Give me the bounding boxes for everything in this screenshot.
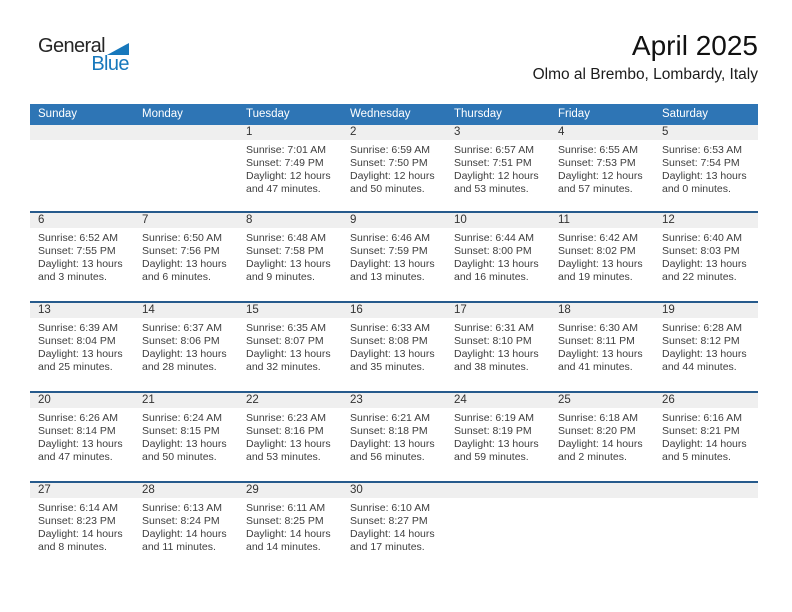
- daylight-hours-text: Daylight: 12 hours: [246, 170, 331, 182]
- day-details: [550, 498, 654, 502]
- day-cell: [446, 125, 550, 211]
- sunset-text: Sunset: 7:53 PM: [558, 157, 636, 169]
- daylight-hours-text: Daylight: 14 hours: [246, 528, 331, 540]
- sunset-text: Sunset: 8:07 PM: [246, 335, 324, 347]
- weekday-header-row: [30, 104, 758, 125]
- day-cell: [446, 303, 550, 391]
- sunrise-text: Sunrise: 6:18 AM: [558, 412, 638, 424]
- daylight-minutes-text: and 3 minutes.: [38, 271, 107, 283]
- day-number-band: [654, 213, 758, 228]
- sunset-text: Sunset: 8:20 PM: [558, 425, 636, 437]
- daylight-minutes-text: and 38 minutes.: [454, 361, 529, 373]
- day-cell: [342, 213, 446, 301]
- daylight-minutes-text: and 2 minutes.: [558, 451, 627, 463]
- daylight-hours-text: Daylight: 13 hours: [454, 438, 539, 450]
- sunset-text: Sunset: 8:19 PM: [454, 425, 532, 437]
- day-cell: [342, 125, 446, 211]
- day-number-band: [446, 213, 550, 228]
- location-subtitle: Olmo al Brembo, Lombardy, Italy: [532, 66, 758, 84]
- weekday-header-monday: Monday: [142, 108, 183, 120]
- weekday-header-sunday: Sunday: [38, 108, 78, 120]
- sunset-text: Sunset: 8:11 PM: [558, 335, 635, 347]
- day-details: [654, 408, 758, 464]
- day-number-band: [342, 393, 446, 408]
- day-cell: [30, 213, 134, 301]
- sunrise-text: Sunrise: 6:31 AM: [454, 322, 534, 334]
- day-number: 8: [246, 214, 253, 226]
- day-number: 5: [662, 126, 669, 138]
- weekday-header-saturday: Saturday: [662, 108, 709, 120]
- daylight-hours-text: Daylight: 14 hours: [350, 528, 435, 540]
- sunrise-text: Sunrise: 6:37 AM: [142, 322, 222, 334]
- day-number-band: [342, 213, 446, 228]
- sunset-text: Sunset: 8:24 PM: [142, 515, 220, 527]
- sunrise-text: Sunrise: 6:50 AM: [142, 232, 222, 244]
- sunrise-text: Sunrise: 6:42 AM: [558, 232, 638, 244]
- day-number-band: [238, 393, 342, 408]
- sunrise-text: Sunrise: 6:23 AM: [246, 412, 326, 424]
- daylight-hours-text: Daylight: 12 hours: [350, 170, 435, 182]
- day-details: [550, 408, 654, 464]
- sunset-text: Sunset: 8:08 PM: [350, 335, 428, 347]
- sunset-text: Sunset: 8:10 PM: [454, 335, 532, 347]
- sunrise-text: Sunrise: 6:33 AM: [350, 322, 430, 334]
- daylight-minutes-text: and 28 minutes.: [142, 361, 217, 373]
- day-number-band: [550, 393, 654, 408]
- day-number-band: [134, 125, 238, 140]
- daylight-minutes-text: and 44 minutes.: [662, 361, 737, 373]
- day-cell: [342, 483, 446, 571]
- day-details: [134, 498, 238, 554]
- daylight-hours-text: Daylight: 13 hours: [38, 348, 123, 360]
- sunset-text: Sunset: 7:59 PM: [350, 245, 428, 257]
- day-details: [30, 318, 134, 374]
- day-number-band: [654, 303, 758, 318]
- day-number: 26: [662, 394, 675, 406]
- daylight-hours-text: Daylight: 13 hours: [142, 258, 227, 270]
- day-cell: [30, 303, 134, 391]
- week-row: [30, 301, 758, 391]
- sunset-text: Sunset: 8:12 PM: [662, 335, 740, 347]
- daylight-minutes-text: and 53 minutes.: [454, 183, 529, 195]
- day-number-band: [550, 483, 654, 498]
- day-details: [654, 140, 758, 196]
- day-details: [134, 408, 238, 464]
- day-details: [446, 228, 550, 284]
- day-cell: [134, 303, 238, 391]
- day-number-band: [30, 213, 134, 228]
- day-cell: [342, 303, 446, 391]
- day-cell: [238, 393, 342, 481]
- day-details: [30, 408, 134, 464]
- day-number-band: [238, 483, 342, 498]
- day-number: 2: [350, 126, 357, 138]
- week-row: [30, 125, 758, 211]
- day-number: 1: [246, 126, 253, 138]
- sunrise-text: Sunrise: 6:21 AM: [350, 412, 430, 424]
- sunrise-text: Sunrise: 6:53 AM: [662, 144, 742, 156]
- day-number: 16: [350, 304, 363, 316]
- day-details: [238, 498, 342, 554]
- daylight-minutes-text: and 32 minutes.: [246, 361, 321, 373]
- generalblue-logo: [38, 36, 129, 75]
- week-row: [30, 391, 758, 481]
- sunrise-text: Sunrise: 6:44 AM: [454, 232, 534, 244]
- daylight-minutes-text: and 8 minutes.: [38, 541, 107, 553]
- day-number: 27: [38, 484, 51, 496]
- day-number-band: [446, 483, 550, 498]
- daylight-hours-text: Daylight: 13 hours: [350, 258, 435, 270]
- day-number-band: [342, 303, 446, 318]
- day-cell: [654, 125, 758, 211]
- daylight-minutes-text: and 6 minutes.: [142, 271, 211, 283]
- daylight-hours-text: Daylight: 13 hours: [38, 258, 123, 270]
- daylight-hours-text: Daylight: 13 hours: [558, 348, 643, 360]
- daylight-minutes-text: and 19 minutes.: [558, 271, 633, 283]
- day-number: 19: [662, 304, 675, 316]
- daylight-minutes-text: and 5 minutes.: [662, 451, 731, 463]
- day-number: 25: [558, 394, 571, 406]
- daylight-minutes-text: and 22 minutes.: [662, 271, 737, 283]
- day-cell: [134, 213, 238, 301]
- sunset-text: Sunset: 8:15 PM: [142, 425, 220, 437]
- daylight-minutes-text: and 50 minutes.: [142, 451, 217, 463]
- sunrise-text: Sunrise: 6:59 AM: [350, 144, 430, 156]
- day-number: 10: [454, 214, 467, 226]
- daylight-hours-text: Daylight: 13 hours: [454, 258, 539, 270]
- day-details: [134, 318, 238, 374]
- daylight-hours-text: Daylight: 12 hours: [454, 170, 539, 182]
- day-number-band: [654, 125, 758, 140]
- daylight-minutes-text: and 41 minutes.: [558, 361, 633, 373]
- day-details: [654, 498, 758, 502]
- sunset-text: Sunset: 8:06 PM: [142, 335, 220, 347]
- day-cell: [30, 483, 134, 571]
- daylight-hours-text: Daylight: 13 hours: [246, 438, 331, 450]
- day-number-band: [30, 303, 134, 318]
- sunset-text: Sunset: 8:03 PM: [662, 245, 740, 257]
- day-number: 14: [142, 304, 155, 316]
- daylight-minutes-text: and 47 minutes.: [38, 451, 113, 463]
- daylight-minutes-text: and 0 minutes.: [662, 183, 731, 195]
- day-number: 17: [454, 304, 467, 316]
- weekday-header-thursday: Thursday: [454, 108, 502, 120]
- daylight-hours-text: Daylight: 13 hours: [662, 170, 747, 182]
- day-number: 11: [558, 214, 570, 226]
- day-number: 21: [142, 394, 155, 406]
- day-number: 28: [142, 484, 155, 496]
- daylight-hours-text: Daylight: 14 hours: [142, 528, 227, 540]
- day-cell: [30, 393, 134, 481]
- sunrise-text: Sunrise: 6:52 AM: [38, 232, 118, 244]
- day-details: [654, 318, 758, 374]
- day-cell: [342, 393, 446, 481]
- day-cell: [134, 393, 238, 481]
- day-details: [654, 228, 758, 284]
- day-cell: [446, 213, 550, 301]
- day-number-band: [134, 483, 238, 498]
- sunset-text: Sunset: 7:58 PM: [246, 245, 324, 257]
- day-cell: [446, 483, 550, 571]
- day-number-band: [238, 213, 342, 228]
- daylight-minutes-text: and 50 minutes.: [350, 183, 425, 195]
- calendar-table: [30, 104, 758, 571]
- day-cell: [446, 393, 550, 481]
- sunset-text: Sunset: 8:23 PM: [38, 515, 116, 527]
- day-details: [342, 228, 446, 284]
- day-cell: [550, 303, 654, 391]
- sunset-text: Sunset: 7:56 PM: [142, 245, 220, 257]
- day-details: [134, 140, 238, 144]
- sunrise-text: Sunrise: 6:26 AM: [38, 412, 118, 424]
- day-cell: [550, 393, 654, 481]
- daylight-hours-text: Daylight: 14 hours: [558, 438, 643, 450]
- day-cell: [30, 125, 134, 211]
- day-number-band: [134, 303, 238, 318]
- day-number-band: [654, 483, 758, 498]
- day-number-band: [550, 125, 654, 140]
- day-number-band: [134, 213, 238, 228]
- sunrise-text: Sunrise: 6:28 AM: [662, 322, 742, 334]
- sunrise-text: Sunrise: 6:10 AM: [350, 502, 430, 514]
- day-number: 18: [558, 304, 571, 316]
- day-number: 7: [142, 214, 149, 226]
- daylight-hours-text: Daylight: 13 hours: [246, 348, 331, 360]
- week-row: [30, 211, 758, 301]
- day-number: 3: [454, 126, 461, 138]
- daylight-minutes-text: and 16 minutes.: [454, 271, 529, 283]
- day-number-band: [446, 303, 550, 318]
- daylight-minutes-text: and 47 minutes.: [246, 183, 321, 195]
- daylight-hours-text: Daylight: 14 hours: [38, 528, 123, 540]
- day-number-band: [550, 213, 654, 228]
- day-number: 20: [38, 394, 51, 406]
- weekday-header-friday: Friday: [558, 108, 590, 120]
- day-details: [550, 228, 654, 284]
- day-details: [446, 318, 550, 374]
- day-details: [446, 498, 550, 502]
- day-number-band: [654, 393, 758, 408]
- day-number: 24: [454, 394, 467, 406]
- daylight-minutes-text: and 56 minutes.: [350, 451, 425, 463]
- daylight-minutes-text: and 53 minutes.: [246, 451, 321, 463]
- day-cell: [654, 213, 758, 301]
- day-number-band: [342, 125, 446, 140]
- day-number: 4: [558, 126, 565, 138]
- day-details: [342, 498, 446, 554]
- daylight-minutes-text: and 13 minutes.: [350, 271, 425, 283]
- day-cell: [238, 483, 342, 571]
- day-details: [238, 408, 342, 464]
- day-number: 23: [350, 394, 363, 406]
- day-number-band: [30, 483, 134, 498]
- sunrise-text: Sunrise: 6:11 AM: [246, 502, 326, 514]
- daylight-hours-text: Daylight: 13 hours: [558, 258, 643, 270]
- day-details: [238, 318, 342, 374]
- day-details: [550, 318, 654, 374]
- sunrise-text: Sunrise: 6:19 AM: [454, 412, 534, 424]
- day-details: [446, 408, 550, 464]
- day-details: [342, 408, 446, 464]
- day-number-band: [238, 303, 342, 318]
- sunrise-text: Sunrise: 6:46 AM: [350, 232, 430, 244]
- logo-text-general: General: [38, 35, 105, 57]
- sunrise-text: Sunrise: 6:16 AM: [662, 412, 742, 424]
- sunset-text: Sunset: 8:04 PM: [38, 335, 116, 347]
- sunset-text: Sunset: 8:00 PM: [454, 245, 532, 257]
- day-number-band: [446, 393, 550, 408]
- day-number-band: [550, 303, 654, 318]
- sunrise-text: Sunrise: 6:48 AM: [246, 232, 326, 244]
- sunrise-text: Sunrise: 6:57 AM: [454, 144, 534, 156]
- month-title: April 2025: [631, 30, 758, 61]
- weekday-header-wednesday: Wednesday: [350, 108, 411, 120]
- daylight-minutes-text: and 57 minutes.: [558, 183, 633, 195]
- day-number-band: [134, 393, 238, 408]
- day-number: 12: [662, 214, 675, 226]
- day-cell: [654, 393, 758, 481]
- day-cell: [550, 213, 654, 301]
- sunrise-text: Sunrise: 6:39 AM: [38, 322, 118, 334]
- sunset-text: Sunset: 7:54 PM: [662, 157, 740, 169]
- day-cell: [550, 483, 654, 571]
- sunset-text: Sunset: 8:21 PM: [662, 425, 740, 437]
- day-cell: [654, 303, 758, 391]
- sunset-text: Sunset: 8:16 PM: [246, 425, 324, 437]
- day-details: [134, 228, 238, 284]
- daylight-minutes-text: and 17 minutes.: [350, 541, 425, 553]
- sunset-text: Sunset: 8:25 PM: [246, 515, 324, 527]
- daylight-minutes-text: and 59 minutes.: [454, 451, 529, 463]
- day-details: [238, 228, 342, 284]
- day-details: [342, 318, 446, 374]
- week-row: [30, 481, 758, 571]
- logo-text-blue: Blue: [91, 53, 129, 75]
- logo-line-2: [38, 54, 129, 75]
- day-details: [238, 140, 342, 196]
- day-number: 29: [246, 484, 259, 496]
- day-cell: [238, 213, 342, 301]
- sunrise-text: Sunrise: 7:01 AM: [246, 144, 326, 156]
- daylight-hours-text: Daylight: 13 hours: [662, 348, 747, 360]
- sunset-text: Sunset: 7:50 PM: [350, 157, 428, 169]
- sunrise-text: Sunrise: 6:24 AM: [142, 412, 222, 424]
- daylight-hours-text: Daylight: 13 hours: [142, 348, 227, 360]
- day-cell: [550, 125, 654, 211]
- daylight-hours-text: Daylight: 13 hours: [350, 438, 435, 450]
- day-number: 15: [246, 304, 259, 316]
- daylight-hours-text: Daylight: 14 hours: [662, 438, 747, 450]
- daylight-hours-text: Daylight: 12 hours: [558, 170, 643, 182]
- daylight-minutes-text: and 9 minutes.: [246, 271, 315, 283]
- sunset-text: Sunset: 8:27 PM: [350, 515, 428, 527]
- day-number-band: [238, 125, 342, 140]
- sunrise-text: Sunrise: 6:13 AM: [142, 502, 222, 514]
- sunrise-text: Sunrise: 6:14 AM: [38, 502, 118, 514]
- sunset-text: Sunset: 7:49 PM: [246, 157, 324, 169]
- daylight-minutes-text: and 35 minutes.: [350, 361, 425, 373]
- day-number-band: [342, 483, 446, 498]
- daylight-hours-text: Daylight: 13 hours: [454, 348, 539, 360]
- calendar-weeks: [30, 125, 758, 571]
- daylight-hours-text: Daylight: 13 hours: [142, 438, 227, 450]
- daylight-hours-text: Daylight: 13 hours: [662, 258, 747, 270]
- daylight-hours-text: Daylight: 13 hours: [246, 258, 331, 270]
- sunrise-text: Sunrise: 6:40 AM: [662, 232, 742, 244]
- day-details: [30, 140, 134, 144]
- day-details: [550, 140, 654, 196]
- sunset-text: Sunset: 7:55 PM: [38, 245, 116, 257]
- sunrise-text: Sunrise: 6:55 AM: [558, 144, 638, 156]
- daylight-hours-text: Daylight: 13 hours: [38, 438, 123, 450]
- day-cell: [654, 483, 758, 571]
- weekday-header-tuesday: Tuesday: [246, 108, 290, 120]
- sunset-text: Sunset: 8:02 PM: [558, 245, 636, 257]
- daylight-minutes-text: and 25 minutes.: [38, 361, 113, 373]
- daylight-hours-text: Daylight: 13 hours: [350, 348, 435, 360]
- sunset-text: Sunset: 7:51 PM: [454, 157, 532, 169]
- title-block: [533, 30, 758, 84]
- day-number: 13: [38, 304, 51, 316]
- day-number-band: [30, 393, 134, 408]
- sunrise-text: Sunrise: 6:35 AM: [246, 322, 326, 334]
- day-details: [30, 498, 134, 554]
- day-number: 9: [350, 214, 357, 226]
- day-number-band: [446, 125, 550, 140]
- day-cell: [134, 483, 238, 571]
- daylight-minutes-text: and 14 minutes.: [246, 541, 321, 553]
- sunset-text: Sunset: 8:18 PM: [350, 425, 428, 437]
- day-cell: [238, 303, 342, 391]
- day-cell: [238, 125, 342, 211]
- daylight-minutes-text: and 11 minutes.: [142, 541, 216, 553]
- day-details: [446, 140, 550, 196]
- day-number: 6: [38, 214, 45, 226]
- day-details: [30, 228, 134, 284]
- day-number: 22: [246, 394, 259, 406]
- day-number-band: [30, 125, 134, 140]
- day-details: [342, 140, 446, 196]
- day-number: 30: [350, 484, 363, 496]
- day-cell: [134, 125, 238, 211]
- sunrise-text: Sunrise: 6:30 AM: [558, 322, 638, 334]
- sunset-text: Sunset: 8:14 PM: [38, 425, 116, 437]
